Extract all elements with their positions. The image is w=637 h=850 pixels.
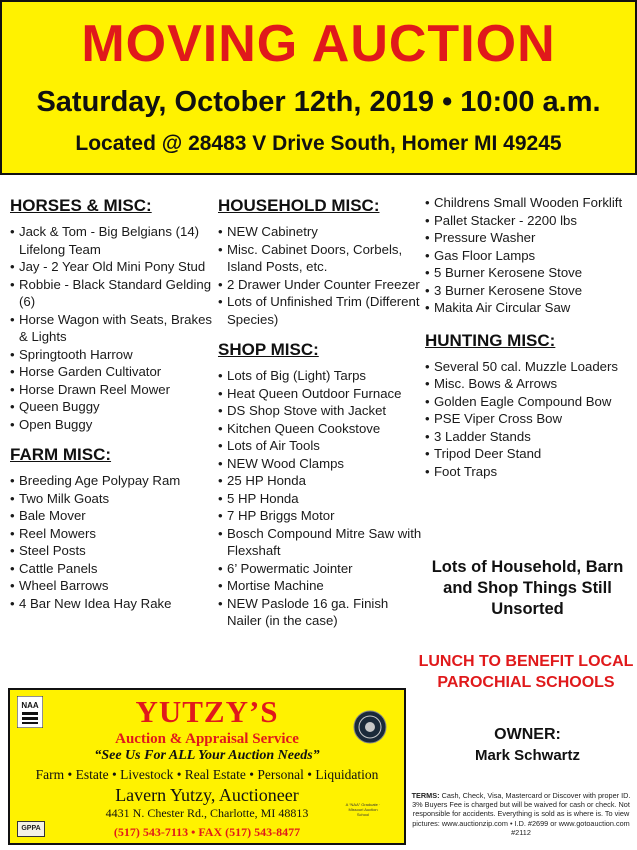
list-item: • Two Milk Goats <box>10 490 215 508</box>
column-middle <box>218 196 423 630</box>
list-item: • Bosch Compound Mitre Saw with Flexshaft <box>218 525 423 560</box>
naa-logo-text: NAA <box>21 701 39 710</box>
list-item: • 3 Ladder Stands <box>425 428 630 446</box>
owner-name: Mark Schwartz <box>474 747 581 764</box>
list-shop <box>218 367 423 630</box>
list-item: • 25 HP Honda <box>218 472 423 490</box>
list-item: • Mortise Machine <box>218 577 423 595</box>
list-item: • Horse Drawn Reel Mower <box>10 381 215 399</box>
list-item: • Horse Garden Cultivator <box>10 363 215 381</box>
list-item: • Cattle Panels <box>10 560 215 578</box>
list-item: • Jay - 2 Year Old Mini Pony Stud <box>10 258 215 276</box>
list-item: • NEW Wood Clamps <box>218 455 423 473</box>
list-item: • Steel Posts <box>10 542 215 560</box>
lunch-notice: LUNCH TO BENEFIT LOCAL PAROCHIAL SCHOOLS <box>418 653 634 691</box>
list-item: • Lots of Unfinished Trim (Different Species) <box>218 293 423 328</box>
ad-subtitle: Auction & Appraisal Service <box>115 731 299 747</box>
auction-location: Located @ 28483 V Drive South, Homer MI 49245 <box>75 132 562 155</box>
list-item: • Kitchen Queen Cookstove <box>218 420 423 438</box>
list-item: • Lots of Air Tools <box>218 437 423 455</box>
list-item: • Gas Floor Lamps <box>425 247 630 265</box>
auctioneer-ad <box>8 688 406 845</box>
unsorted-note: Lots of Household, Barn and Shop Things Still Unsorted <box>431 558 624 618</box>
section-title-shop: SHOP MISC: <box>218 340 319 359</box>
auction-school-logo: A “NAA” Graduate · Missouri Auction School <box>345 802 381 817</box>
list-item: • Foot Traps <box>425 463 630 481</box>
list-item: • 3 Burner Kerosene Stove <box>425 282 630 300</box>
list-item: • Several 50 cal. Muzzle Loaders <box>425 358 630 376</box>
section-title-farm: FARM MISC: <box>10 445 112 464</box>
list-item: • DS Shop Stove with Jacket <box>218 402 423 420</box>
list-item: • Pallet Stacker - 2200 lbs <box>425 212 630 230</box>
ad-company-name: YUTZY’S <box>135 694 279 729</box>
list-household <box>218 223 423 328</box>
column-right <box>425 194 630 480</box>
list-item: • Tripod Deer Stand <box>425 445 630 463</box>
list-item: • Lots of Big (Light) Tarps <box>218 367 423 385</box>
list-item: • 5 HP Honda <box>218 490 423 508</box>
list-item: • Reel Mowers <box>10 525 215 543</box>
ad-address: 4431 N. Chester Rd., Charlotte, MI 48813 <box>105 806 309 820</box>
list-hunting <box>425 358 630 481</box>
list-item: • Robbie - Black Standard Gelding (6) <box>10 276 215 311</box>
section-title-household: HOUSEHOLD MISC: <box>218 196 380 215</box>
list-item: • Misc. Bows & Arrows <box>425 375 630 393</box>
list-item: • Queen Buggy <box>10 398 215 416</box>
ad-auctioneer: Lavern Yutzy, Auctioneer <box>115 785 299 805</box>
list-item: • Heat Queen Outdoor Furnace <box>218 385 423 403</box>
ad-phone: (517) 543-7113 • FAX (517) 543-8477 <box>113 825 301 839</box>
list-item: • Childrens Small Wooden Forklift <box>425 194 630 212</box>
terms-text <box>410 791 632 837</box>
seal-icon <box>353 710 387 744</box>
list-item: • Wheel Barrows <box>10 577 215 595</box>
list-item: • Horse Wagon with Seats, Brakes & Lights <box>10 311 215 346</box>
list-item: • PSE Viper Cross Bow <box>425 410 630 428</box>
section-title-horses: HORSES & MISC: <box>10 196 152 215</box>
auction-date: Saturday, October 12th, 2019 • 10:00 a.m. <box>36 86 601 118</box>
section-title-hunting: HUNTING MISC: <box>425 330 556 350</box>
list-item: • Makita Air Circular Saw <box>425 299 630 317</box>
owner-label: OWNER: <box>494 726 561 743</box>
list-item: • Springtooth Harrow <box>10 346 215 364</box>
column-left <box>10 196 215 612</box>
list-item: • 2 Drawer Under Counter Freezer <box>218 276 423 294</box>
list-shop-continued <box>425 194 630 317</box>
list-item: • Bale Mover <box>10 507 215 525</box>
list-item: • Golden Eagle Compound Bow <box>425 393 630 411</box>
list-item: • Breeding Age Polypay Ram <box>10 472 215 490</box>
list-item: • Open Buggy <box>10 416 215 434</box>
gppa-logo: GPPA <box>17 821 45 837</box>
list-item: • Misc. Cabinet Doors, Corbels, Island Posts, etc. <box>218 241 423 276</box>
terms-label: TERMS: <box>411 791 440 800</box>
list-item: • 5 Burner Kerosene Stove <box>425 264 630 282</box>
list-item: • Jack & Tom - Big Belgians (14) Lifelong Team <box>10 223 215 258</box>
ad-services: Farm • Estate • Livestock • Real Estate • Personal • Liquidation <box>35 767 379 782</box>
list-item: • Pressure Washer <box>425 229 630 247</box>
list-horses <box>10 223 215 433</box>
header-banner <box>0 0 637 175</box>
list-item: • 7 HP Briggs Motor <box>218 507 423 525</box>
page-title: MOVING AUCTION <box>81 15 556 73</box>
terms-body: Cash, Check, Visa, Mastercard or Discover with proper ID. 3% Buyers Fee is charged but will be waived for cash or check. Not responsible for accidents. Everything is sold as is where is. To view pictures: www.auctionzip.com • I.D. #2699 or www.gotoauction.com #2112 <box>412 791 631 837</box>
ad-slogan: “See Us For ALL Your Auction Needs” <box>94 748 320 763</box>
list-item: • 4 Bar New Idea Hay Rake <box>10 595 215 613</box>
list-item: • 6’ Powermatic Jointer <box>218 560 423 578</box>
list-farm <box>10 472 215 612</box>
list-item: • NEW Paslode 16 ga. Finish Nailer (in the case) <box>218 595 423 630</box>
list-item: • NEW Cabinetry <box>218 223 423 241</box>
